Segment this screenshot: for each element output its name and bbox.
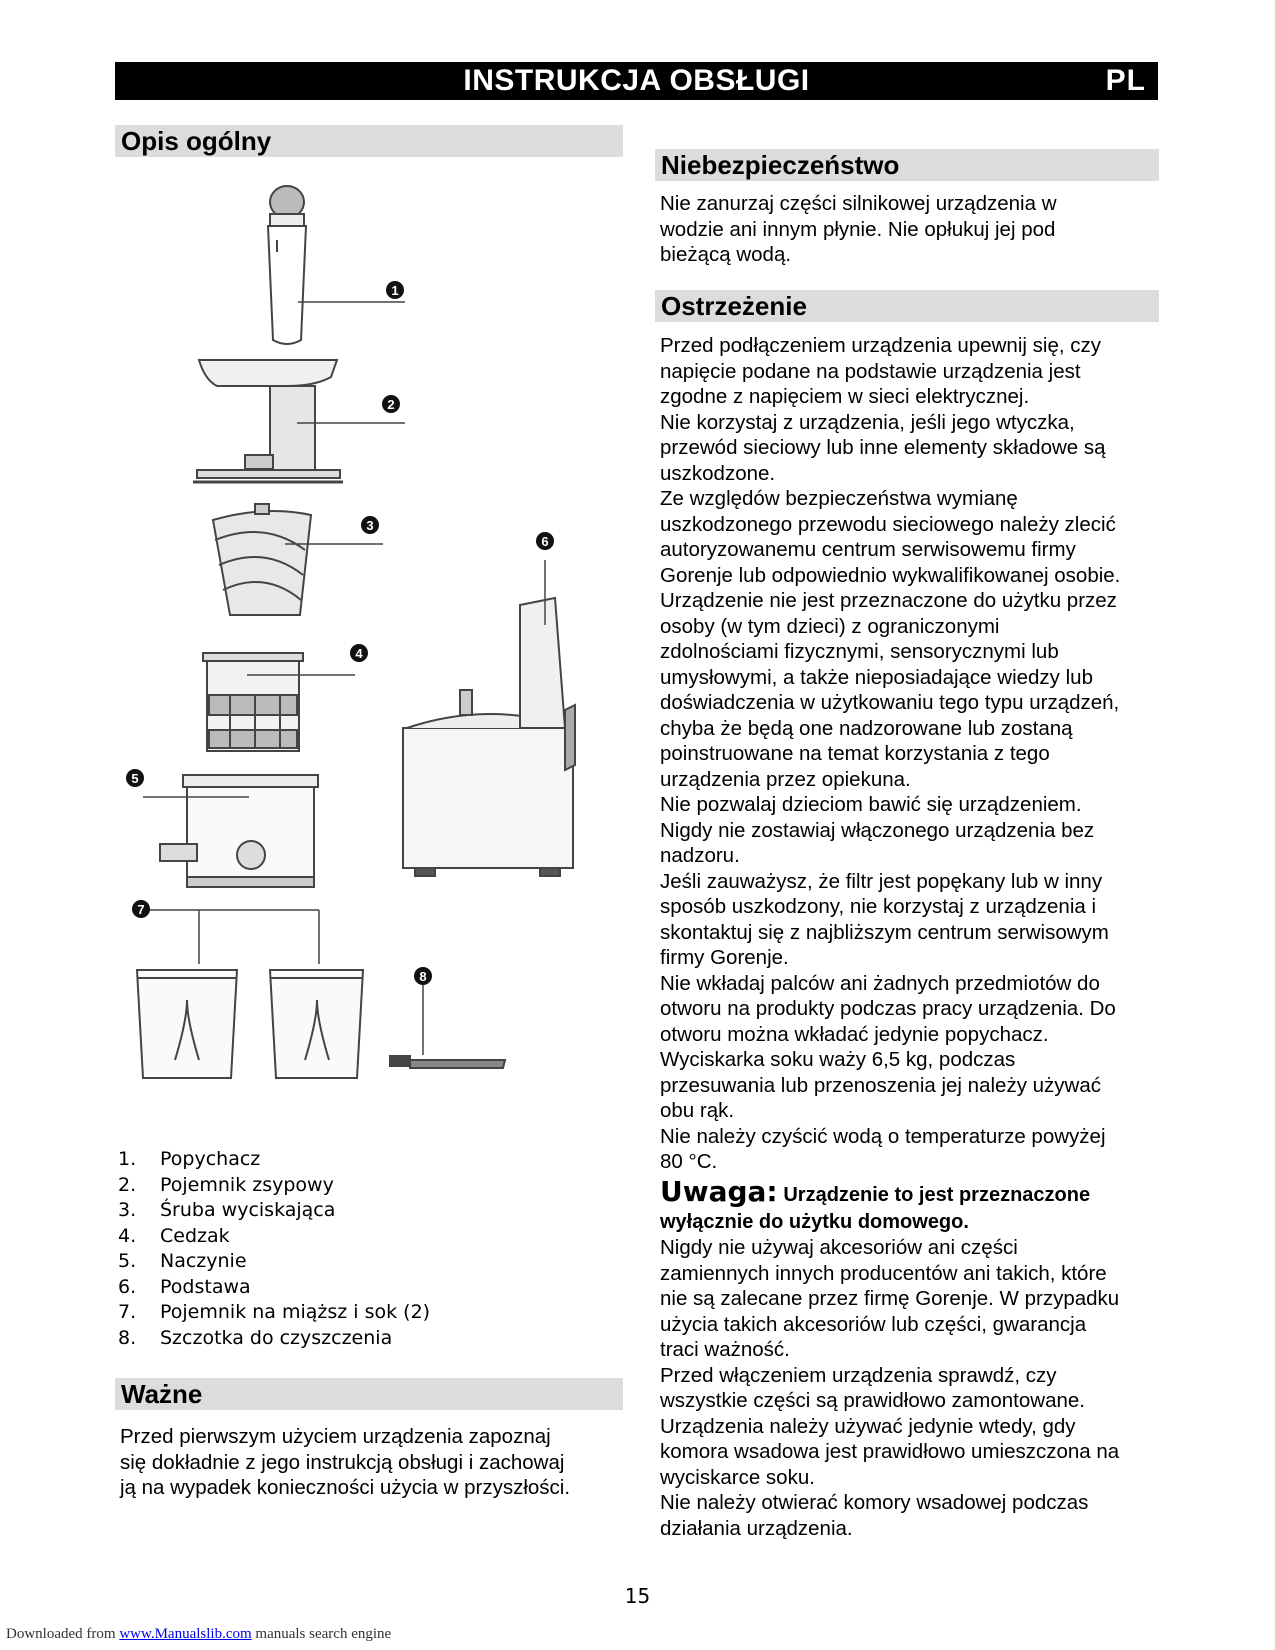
warning-text: Przed podłączeniem urządzenia upewnij się, czy napięcie podane na podstawie urządzenia jest zgodne z napięciem w sieci elektrycznej. Nie korzystaj z urządzenia, jeśli jego wtyczka, przewód sieciowy lub inne elementy składowe są uszkodzone. Ze względów bezpieczeństwa wymianę uszkodzonego przewodu sieciowego należy zlecić autoryzowanemu centrum serwisowemu firmy Gorenje lub odpowiednio wykwalifikowanej osobie. Urządzenie nie jest przeznaczone do użytku przez osoby (w tym dzieci) z ograniczonymi zdolnościami fizycznymi, sensorycznymi lub umysłowymi, a także nieposiadające wiedzy lub doświadczenia w użytkowaniu tego typu urządzeń, chyba że będą one nadzorowane lub zostaną poinstruowane na temat korzystania z tego urządzenia przez opiekuna. Nie pozwalaj dzieciom bawić się urządzeniem. Nigdy nie zostawiaj włączonego urządzenia bez nadzoru. Jeśli zauważysz, że filtr jest popękany lub w inny sposób uszkodzony, nie korzystaj z urządzenia i skontaktuj się z najbliższym centrum serwisowym firmy Gorenje. Nie wkładaj palców ani żadnych przedmiotów do otworu na produkty podczas pracy urządzenia. Do otworu można wkładać jedynie popychacz. Wyciskarka soku waży 6,5 kg, podczas przesuwania lub przenoszenia jej należy używać obu rąk. Nie należy czyścić wodą o temperaturze powyżej 80 °C. Uwaga: Urządzenie to jest przeznaczone wyłącznie do użytku domowego. Nigdy nie używaj akcesoriów ani części zamiennych innych producentów ani takich, które nie są zalecane przez firmę Gorenje. W przypadku użycia takich akcesoriów lub części, gwarancja traci ważność. Przed włączeniem urządzenia sprawdź, czy wszystkie części są prawidłowo zamontowane. Urządzenia należy używać jedynie wtedy, gdy komora wsadowa jest prawidłowo umieszczona na wyciskarce soku. Nie należy otwierać komory wsadowej podczas działania urządzenia. (660, 334, 1121, 1540)
part-pusher-drawing (268, 186, 306, 344)
part-hopper-drawing (193, 360, 343, 482)
juicer-parts-diagram (115, 180, 605, 1135)
part-containers-drawing (137, 970, 363, 1078)
section-heading-general: Opis ogólny (115, 125, 623, 157)
section-heading-warning: Ostrzeżenie (655, 290, 1159, 322)
danger-text: Nie zanurzaj części silnikowej urządzenia w wodzie ani innym płynie. Nie opłukuj jej pod bieżącą wodą. (660, 192, 1057, 266)
header-bar (115, 62, 1158, 100)
list-item: 6. Podstawa (118, 1275, 251, 1298)
page-title: INSTRUKCJA OBSŁUGI (463, 64, 810, 97)
section-heading-danger: Niebezpieczeństwo (655, 149, 1159, 181)
list-item: 5. Naczynie (118, 1250, 247, 1272)
list-item: 8. Szczotka do czyszczenia (118, 1326, 393, 1349)
manualslib-link[interactable]: www.Manualslib.com (119, 1626, 252, 1642)
list-item: 1. Popychacz (118, 1148, 261, 1170)
section-heading-important: Ważne (115, 1378, 623, 1410)
part-auger-drawing (213, 504, 311, 615)
callout-7: 7 (137, 902, 145, 917)
list-item: 2. Pojemnik zsypowy (118, 1173, 334, 1196)
callout-6: 6 (541, 534, 549, 549)
page-number: 15 (624, 1584, 651, 1608)
callout-5: 5 (131, 771, 139, 786)
part-strainer-drawing (203, 653, 303, 751)
callout-8: 8 (419, 969, 427, 984)
important-text: Przed pierwszym użyciem urządzenia zapoznaj się dokładnie z jego instrukcją obsługi i zachowaj ją na wypadek konieczności użycia w przyszłości. (120, 1425, 571, 1499)
list-item: 4. Cedzak (118, 1224, 230, 1247)
callout-1: 1 (391, 283, 399, 298)
part-brush-drawing (390, 1056, 505, 1068)
download-footer: Downloaded from www.Manualslib.com manuals search engine (6, 1626, 392, 1642)
parts-list (118, 1147, 430, 1351)
note-line: Uwaga: Urządzenie to jest przeznaczone (660, 1174, 1091, 1208)
list-item: 3. Śruba wyciskająca (118, 1199, 336, 1221)
callout-3: 3 (366, 518, 374, 533)
language-code: PL (1105, 64, 1146, 97)
part-bowl-drawing (160, 775, 318, 887)
note-label: Uwaga: (660, 1174, 778, 1208)
callout-4: 4 (355, 646, 363, 661)
callout-2: 2 (387, 397, 395, 412)
part-base-drawing (403, 598, 575, 876)
list-item: 7. Pojemnik na miąższ i sok (2) (118, 1301, 431, 1323)
